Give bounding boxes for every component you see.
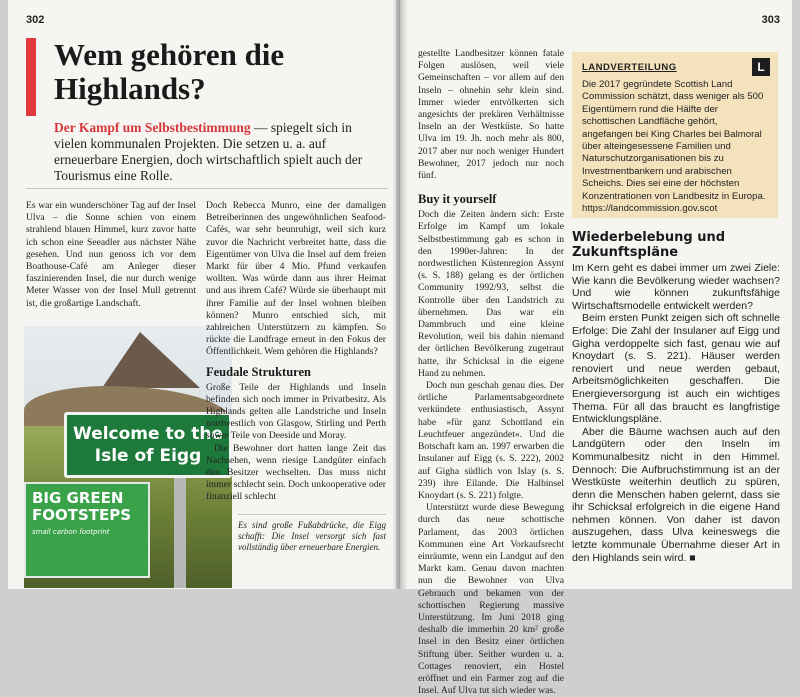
photo-caption: Es sind große Fußabdrücke, die Eigg schafft: Die Insel versorgt sich fast vollständig über erneuerbare Energien. [238, 520, 386, 552]
green-footsteps-title: BIG GREEN FOOTSTEPS [32, 489, 132, 524]
isle-of-eigg-photo [24, 326, 232, 588]
page-number-left: 302 [26, 14, 45, 26]
paragraph: Im Kern geht es dabei immer um zwei Ziele: Wie kann die Bevölkerung wieder wachsen? Und wie können zukunftsfähige Wirtschaftsmodelle entwickelt werden? [572, 262, 780, 312]
green-footsteps-sign [24, 482, 150, 578]
photo-signpost [174, 476, 186, 588]
lead-text: — spiegelt sich in vielen kommunalen Projekten. Die setzen u. a. auf erneuerbare Energien, doch wirtschaftlich spielt auch der Tourismus eine Rolle. [54, 120, 363, 183]
paragraph: Große Teile der Highlands und Inseln befinden sich noch immer in Privatbesitz. Als Highlands gelten alle Landstriche und Inseln nordwestlich von Glasgow, Stirling und Perth sowie Teile von Deeside und Moray. [206, 381, 386, 442]
paragraph: Doch nun geschah genau dies. Der örtliche Parlamentsabgeordnete verkündete enthusiastisch, Assynt habe »für ganz Schottland ein Leuchtfeuer angezündet«. Und die Botschaft kam an. 1997 erwarben die Insulaner auf Eigg (s. S. 222), 2002 auf Gigha südlich von Islay (s. S. 239) ihre Eilande. Die Halbinsel Knoydart (s. S. 221) folgte. [418, 380, 564, 501]
caption-divider [238, 514, 386, 515]
green-footsteps-subtitle: small carbon footprint [32, 528, 110, 536]
paragraph: Beim ersten Punkt zeigen sich oft schnelle Erfolge: Die Zahl der Insulaner auf Eigg und Gigha verdoppelte sich fast, genau wie auf Knoydart (s. S. 221). Häuser werden renoviert und neue werden gebaut, Arbeitsmöglichkeiten geschaffen. Die Energieversorgung ist auch ein wichtiges Thema. Für all das braucht es langfristige Entwicklungspläne. [572, 312, 780, 426]
paragraph: Unterstützt wurde diese Bewegung durch das neue schottische Parlament, das 2003 örtlichen Kommunen eine Art Vorkaufsrecht einräumte, wenn ein Landgut auf den Markt kam. Genau davon machten nun die Bewohner von Ulva Gebrauch und bekamen von der schottischen Regierung massive Unterstützung. Im Juni 2018 ging deshalb die immerhin 20 km² große Insel in den Besitz einer örtlichen Stiftung über. Seither wurden u. a. Cottages renoviert, ein Hostel eröffnet und ein Farmer zog auf die Insel. Auf Ulva tut sich wieder was. [418, 502, 564, 697]
paragraph: gestellte Landbesitzer können fatale Folgen auslösen, weil viele Gemeinschaften – vor allem auf den Inseln – ohnehin sehr klein sind. Immer wieder entvölkerten sich angesichts der prekären Verhältnisse Inseln an der Westküste. So hatte Ulva im 19. Jh. noch mehr als 800, 2017 aber nur noch weniger Hundert Bewohner, 2017 jedoch nur noch fünf. [418, 48, 564, 182]
lead-divider [26, 188, 388, 189]
page-number-right: 303 [761, 14, 780, 26]
section-heading: Buy it yourself [418, 192, 497, 207]
article-title: Wem gehören die Highlands? [54, 37, 285, 106]
infobox-text: Die 2017 gegründete Scottish Land Commission schätzt, dass weniger als 500 Eigentümern rund die Hälfte der schottischen Landfläche gehört, angefangen bei King Charles bei Balmoral über alteingesessene Familien und Naturschutzorganisationen bis zu Investmentbankern und arabischen Scheichs. Dies sei eine der höchsten Konzentrationen von Landbesitz in Europa. https://landcommission.gov.scot [582, 79, 766, 215]
paragraph: Es war ein wunderschöner Tag auf der Insel Ulva – die Sonne schien von einem strahlend blauen Himmel, kurz zuvor hatte ich schon eine Seeadler aus nächster Nähe gesehen. Und nun genoss ich vor dem Boathouse-Café am Anleger dieser faszinierenden Insel, die nur durch wenige Meter Wasser von der Insel Mull getrennt ist, die großartige Landschaft. [26, 200, 196, 309]
section-heading: Wiederbelebung und Zukunftspläne [572, 230, 726, 260]
article-lead [54, 120, 388, 184]
left-column-1 [26, 200, 196, 310]
left-column-2 [206, 200, 386, 504]
info-badge: L [752, 58, 770, 76]
right-page [400, 0, 792, 697]
welcome-sign: Welcome to the Isle of Eigg [64, 412, 232, 478]
section-heading: Feudale Strukturen [206, 364, 311, 379]
lead-kicker: Der Kampf um Selbstbestimmung [54, 120, 251, 135]
paragraph: Aber die Bäume wachsen auch auf den Landgütern oder den Inseln im Kommunalbesitz nicht in den Himmel. Dennoch: Die Aufbruchstimmung ist an der Westküste weiterhin deutlich zu spüren, denn die Menschen haben gelernt, dass sie ihr Schicksal erfolgreich in die eigene Hand nehmen können. Von daher ist davon auszugehen, dass Ulva keineswegs die letzte kommunale Übernahme dieser Art in den Highlands sein wird. ■ [572, 425, 780, 564]
paragraph: Die Bewohner dort hatten lange Zeit das Nachsehen, wenn riesige Landgüter einfach den Besitzer wechselten. Das muss nicht immer schlecht sein. Doch unkooperative oder finanziell schlecht [206, 442, 386, 503]
left-page [8, 0, 396, 589]
paragraph: Doch die Zeiten ändern sich: Erste Erfolge im Kampf um lokale Selbstbestimmung gab es schon in den 1990er-Jahren: In der nordwestlichen Küstenregion Assynt (s. S. 188) gelang es der örtlichen Community 1992/93, selbst die Kontrolle über den Landstrich zu übernehmen. Das war ein Dammbruch und eine kleine Revolution, weil bis dahin niemand der örtlichen Bevölkerung zugetraut hatte, ihr Schicksal in die eigene Hand zu nehmen. [418, 209, 564, 379]
right-column-2 [572, 262, 780, 564]
photo-peak [102, 332, 200, 388]
right-column-1 [418, 48, 564, 697]
paragraph: Doch Rebecca Munro, eine der damaligen Betreiberinnen des ungewöhnlichen Seafood-Cafés, war sehr beunruhigt, weil sich kurz zuvor die Nachricht verbreitet hatte, dass die Eigentümer von Ulva die Insel auf dem freien Markt für über 4 Mio. Pfund verkaufen wollten. Was würde dann aus ihrer Heimat und aus ihrem Café? Würde sie überhaupt mit ihrer Familie auf der Insel wohnen bleiben können? Munro entschied sich, mit zahlreichen Unterstützern zu kämpfen. So rückte die Landfrage erneut in den Fokus der Öffentlichkeit. Wem gehören die Highlands? [206, 200, 386, 358]
infobox-heading: LANDVERTEILUNG [582, 62, 677, 73]
landverteilung-infobox [572, 52, 778, 218]
title-accent-bar [26, 38, 36, 116]
book-gutter [392, 0, 408, 589]
